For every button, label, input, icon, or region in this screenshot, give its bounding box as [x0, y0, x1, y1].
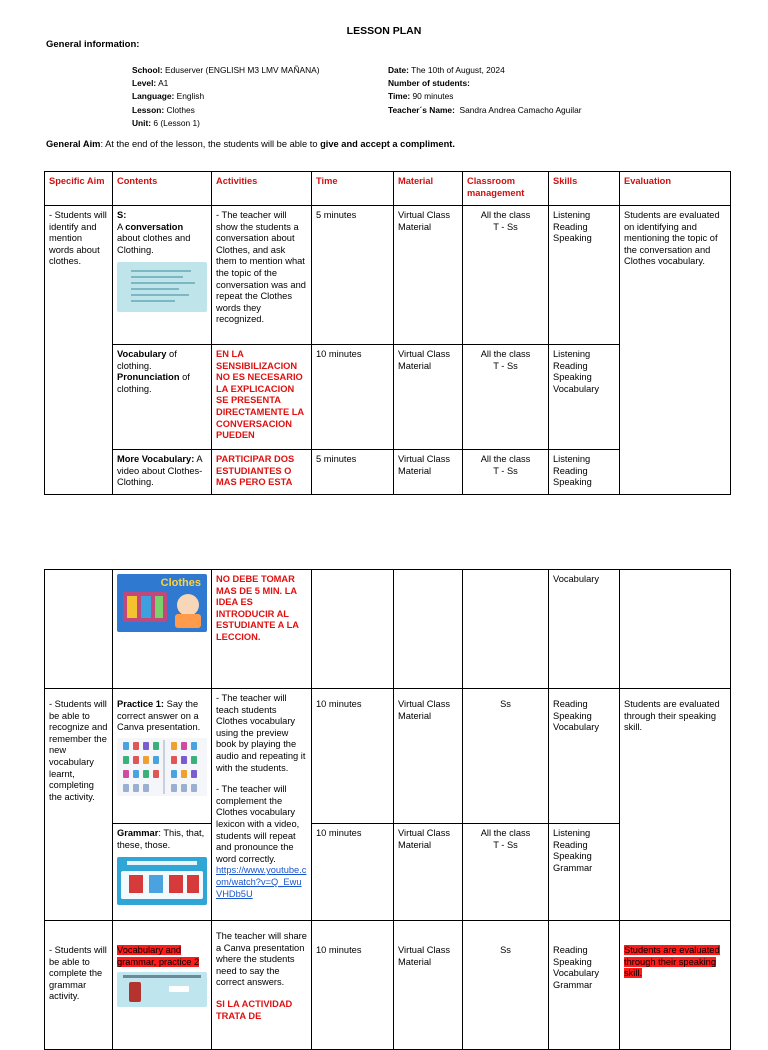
skills-cell: Reading Speaking Vocabulary Grammar	[549, 921, 620, 1050]
skills-cell: Vocabulary	[549, 570, 620, 689]
skills-cell: Listening Reading Speaking Grammar	[549, 824, 620, 921]
time-cell	[312, 570, 394, 689]
material-cell: Virtual Class Material	[394, 824, 463, 921]
col-contents: Contents	[113, 172, 212, 206]
col-evaluation: Evaluation	[620, 172, 731, 206]
table-row	[45, 921, 731, 1050]
specific-aim-cell	[45, 570, 113, 689]
specific-aim-cell: - Students will be able to complete the grammar activity.	[45, 921, 113, 1050]
time-cell: 10 minutes	[312, 921, 394, 1050]
contents-cell: Grammar: This, that, these, those.	[113, 824, 212, 921]
page-title: LESSON PLAN	[346, 25, 422, 37]
activity-cell: - The teacher will show the students a conversation about Clothes, and ask them to mention what the topic of the conversation was and repeat the Clothes words they recognized.	[212, 206, 312, 345]
skills-cell: Listening Reading Speaking	[549, 450, 620, 495]
material-cell: Virtual Class Material	[394, 206, 463, 345]
info-teacher: Teacher´s Name: Sandra Andrea Camacho Aguilar	[388, 104, 582, 115]
skills-cell: Reading Speaking Vocabulary	[549, 689, 620, 824]
lesson-table-2	[44, 569, 731, 1050]
highlighted-evaluation: Students are evaluated through their speaking skill.	[624, 945, 720, 979]
info-date: Date: The 10th of August, 2024	[388, 65, 505, 75]
table-row	[45, 206, 731, 345]
col-specific-aim: Specific Aim	[45, 172, 113, 206]
evaluation-cell	[620, 921, 731, 1050]
skills-cell: Listening Reading Speaking Vocabulary	[549, 345, 620, 450]
conversation-thumbnail	[117, 262, 207, 312]
time-cell: 5 minutes	[312, 206, 394, 345]
specific-aim-cell: - Students will identify and mention words about clothes.	[45, 206, 113, 495]
col-time: Time	[312, 172, 394, 206]
management-cell: All the class T - Ss	[463, 345, 549, 450]
specific-aim-cell: - Students will be able to recognize and remember the new vocabulary learnt, completing the activity.	[45, 689, 113, 921]
col-classroom-management: Classroom management	[463, 172, 549, 206]
evaluation-cell: Students are evaluated through their speaking skill.	[620, 689, 731, 921]
general-info-heading: General information:	[46, 39, 140, 50]
info-left	[132, 64, 320, 130]
col-skills: Skills	[549, 172, 620, 206]
info-lesson: Lesson: Clothes	[132, 104, 195, 115]
management-cell: Ss	[463, 689, 549, 824]
table-header-row	[45, 172, 731, 206]
info-school: School: Eduserver (ENGLISH M3 LMV MAÑANA)	[132, 65, 320, 75]
info-language: Language: English	[132, 91, 205, 102]
activity-cell: The teacher will share a Canva presentation where the students need to say the correct answers. SI LA ACTIVIDAD TRATA DE	[212, 921, 312, 1050]
evaluation-cell	[620, 570, 731, 689]
info-right	[388, 64, 582, 117]
info-students: Number of students:	[388, 78, 470, 89]
material-cell: Virtual Class Material	[394, 689, 463, 824]
info-time: Time: 90 minutes	[388, 91, 454, 102]
contents-cell: S: A conversation about clothes and Clothing.	[113, 206, 212, 345]
activity-note-cell: NO DEBE TOMAR MAS DE 5 MIN. LA IDEA ES INTRODUCIR AL ESTUDIANTE A LA LECCION.	[212, 570, 312, 689]
time-cell: 10 minutes	[312, 824, 394, 921]
highlighted-contents: Vocabulary and grammar, practice 2	[117, 945, 200, 967]
activity-note-cell: EN LA SENSIBILIZACION NO ES NECESARIO LA EXPLICACION SE PRESENTA DIRECTAMENTE LA CONVERSACION PUEDEN	[212, 345, 312, 450]
practice-2-thumbnail	[117, 972, 207, 1007]
management-cell: All the class T - Ss	[463, 824, 549, 921]
material-cell: Virtual Class Material	[394, 450, 463, 495]
evaluation-cell: Students are evaluated on identifying and mentioning the topic of the conversation and Clothes vocabulary.	[620, 206, 731, 495]
info-unit: Unit: 6 (Lesson 1)	[132, 117, 200, 128]
canva-presentation-thumbnail	[117, 738, 207, 796]
material-cell	[394, 570, 463, 689]
youtube-link[interactable]: https://www.youtube.com/watch?v=Q_EwuVHDb5U	[216, 865, 307, 899]
contents-cell: More Vocabulary: A video about Clothes-Clothing.	[113, 450, 212, 495]
col-material: Material	[394, 172, 463, 206]
table-row	[45, 570, 731, 689]
time-cell: 10 minutes	[312, 689, 394, 824]
time-cell: 10 minutes	[312, 345, 394, 450]
material-cell: Virtual Class Material	[394, 345, 463, 450]
contents-cell	[113, 570, 212, 689]
management-cell	[463, 570, 549, 689]
management-cell: All the class T - Ss	[463, 206, 549, 345]
time-cell: 5 minutes	[312, 450, 394, 495]
activity-note: SI LA ACTIVIDAD TRATA DE	[216, 998, 293, 1021]
col-activities: Activities	[212, 172, 312, 206]
info-level: Level: A1	[132, 78, 169, 89]
management-cell: Ss	[463, 921, 549, 1050]
activity-cell: - The teacher will teach students Clothes vocabulary using the preview book by playing the audio and repeating it with the students. - The teacher will complement the Clothes vocabulary lexicon with a video, students will repeat and pronounce the word correctly. https://www.youtube.com/watch?v=Q_EwuVHDb5U	[212, 689, 312, 921]
skills-cell: Listening Reading Speaking	[549, 206, 620, 345]
contents-cell: Practice 1: Say the correct answer on a Canva presentation.	[113, 689, 212, 824]
contents-cell	[113, 921, 212, 1050]
activity-note-cell: PARTICIPAR DOS ESTUDIANTES O MAS PERO ESTA	[212, 450, 312, 495]
material-cell: Virtual Class Material	[394, 921, 463, 1050]
table-row	[45, 689, 731, 824]
contents-cell: Vocabulary of clothing. Pronunciation of clothing.	[113, 345, 212, 450]
grammar-thumbnail	[117, 857, 207, 905]
clothes-video-thumbnail: Clothes	[117, 574, 207, 632]
general-aim: General Aim: At the end of the lesson, the students will be able to give and accept a compliment.	[46, 139, 455, 149]
lesson-table-1	[44, 171, 731, 495]
management-cell: All the class T - Ss	[463, 450, 549, 495]
